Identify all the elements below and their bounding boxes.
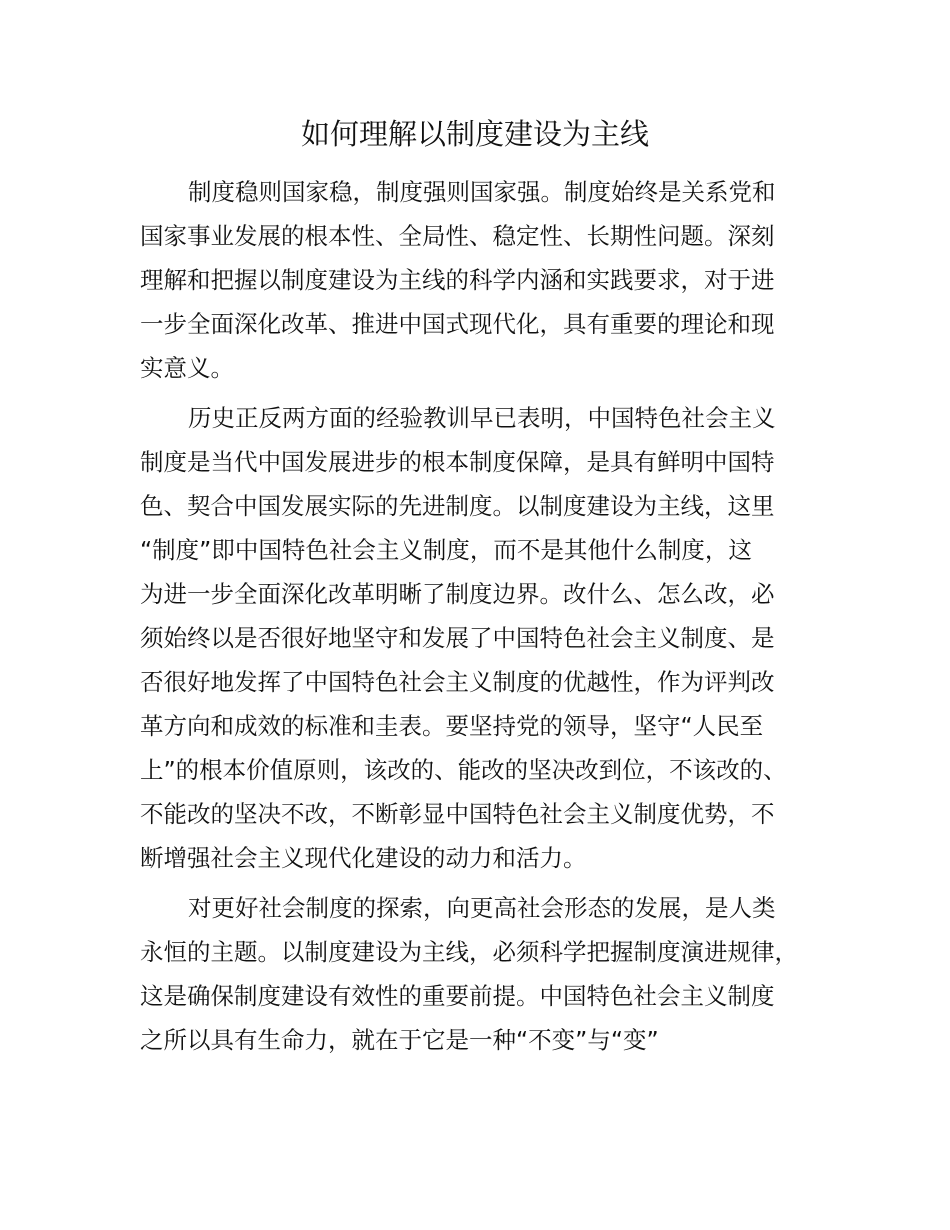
- paragraph-3: [140, 886, 812, 1062]
- text-line: 断增强社会主义现代化建设的动力和活力。: [140, 844, 587, 872]
- paragraph-1: [140, 170, 812, 390]
- text-line: 色、契合中国发展实际的先进制度。以制度建设为主线，这里: [140, 492, 775, 520]
- document-body: [140, 170, 812, 1068]
- text-line: “制度”即中国特色社会主义制度，而不是其他什么制度，这: [140, 536, 752, 564]
- text-line: 否很好地发挥了中国特色社会主义制度的优越性，作为评判改: [140, 668, 775, 696]
- text-line: 历史正反两方面的经验教训早已表明，中国特色社会主义: [188, 404, 776, 432]
- paragraph-2: [140, 396, 812, 880]
- text-line: 理解和把握以制度建设为主线的科学内涵和实践要求，对于进: [140, 266, 775, 294]
- text-line: 为进一步全面深化改革明晰了制度边界。改什么、怎么改，必: [140, 580, 775, 608]
- document-title: 如何理解以制度建设为主线: [300, 117, 649, 151]
- text-line: 革方向和成效的标准和圭表。要坚持党的领导，坚守“人民至: [140, 712, 764, 740]
- text-line: 一步全面深化改革、推进中国式现代化，具有重要的理论和现: [140, 310, 775, 338]
- text-line: 制度稳则国家稳，制度强则国家强。制度始终是关系党和: [188, 178, 776, 206]
- text-line: 上”的根本价值原则，该改的、能改的坚决改到位，不该改的、: [140, 756, 787, 784]
- text-line: 之所以具有生命力，就在于它是一种“不变”与“变”: [140, 1026, 659, 1054]
- text-line: 制度是当代中国发展进步的根本制度保障，是具有鲜明中国特: [140, 448, 775, 476]
- text-line: 对更好社会制度的探索，向更高社会形态的发展，是人类: [188, 894, 776, 922]
- text-line: 须始终以是否很好地坚守和发展了中国特色社会主义制度、是: [140, 624, 775, 652]
- text-line: 实意义。: [140, 354, 234, 382]
- text-line: 这是确保制度建设有效性的重要前提。中国特色社会主义制度: [140, 982, 775, 1010]
- text-line: 永恒的主题。以制度建设为主线，必须科学把握制度演进规律，: [140, 938, 798, 966]
- text-line: 国家事业发展的根本性、全局性、稳定性、长期性问题。深刻: [140, 222, 775, 250]
- text-line: 不能改的坚决不改，不断彰显中国特色社会主义制度优势，不: [140, 800, 775, 828]
